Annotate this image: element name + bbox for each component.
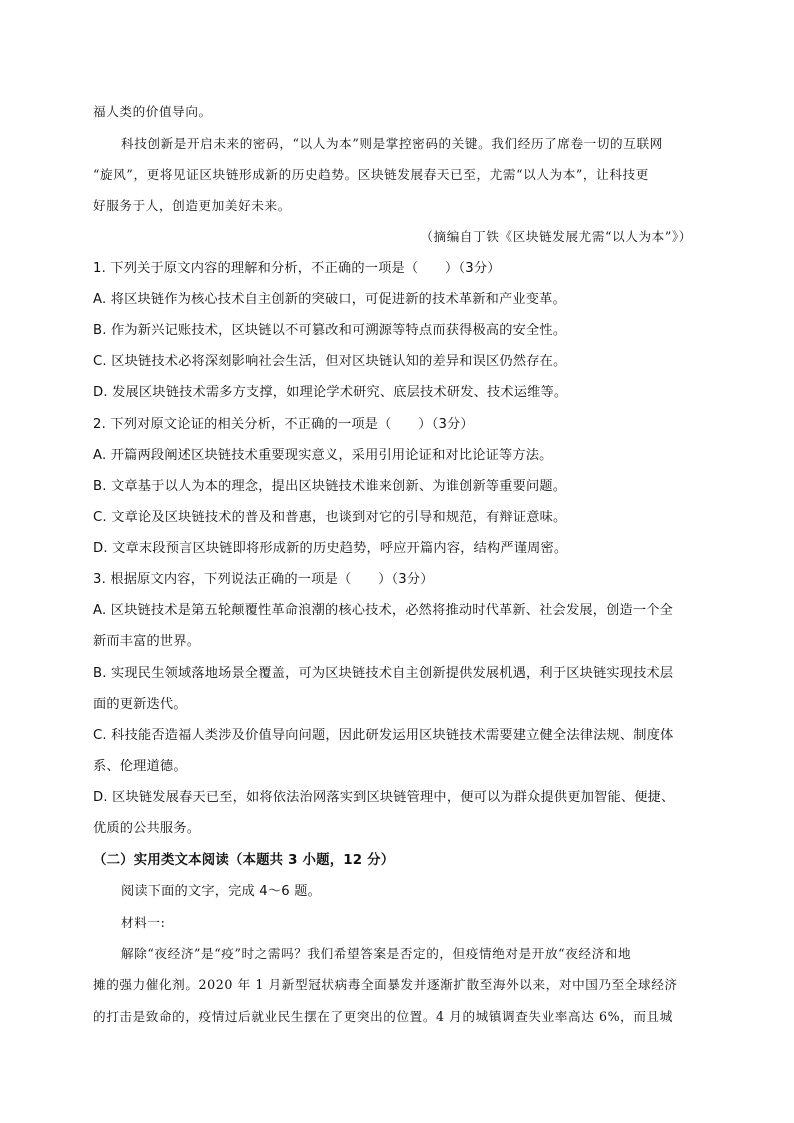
section-heading: （二）实用类文本阅读（本题共 3 小题，12 分）	[93, 853, 395, 868]
passage-line: 福人类的价值导向。	[93, 104, 212, 119]
question-3-option-d: D. 区块链发展春天已至，如将依法治网落实到区块链管理中，便可以为群众提供更加智能、便捷、	[93, 790, 675, 805]
passage-attribution: （摘编自丁铁《区块链发展尤需“以人为本”》）	[420, 229, 692, 244]
passage-line: “旋风”，更将见证区块链形成新的历史趋势。区块链发展春天已至，尤需“以人为本”，让科技更	[93, 167, 649, 182]
question-3-option-a: A. 区块链技术是第五轮颠覆性革命浪潮的核心技术，必然将推动时代革新、社会发展，创造一个全	[93, 603, 674, 618]
section-instruction: 阅读下面的文字，完成 4～6 题。	[121, 884, 322, 899]
question-2-option-a: A. 开篇两段阐述区块链技术重要现实意义，采用引用论证和对比论证等方法。	[93, 448, 553, 463]
question-2-option-b: B. 文章基于以人为本的理念，提出区块链技术谁来创新、为谁创新等重要问题。	[93, 479, 567, 494]
passage-line: 好服务于人，创造更加美好未来。	[93, 198, 291, 213]
question-2-option-c: C. 文章论及区块链技术的普及和普惠，也谈到对它的引导和规范，有辩证意味。	[93, 510, 567, 525]
question-1-option-b: B. 作为新兴记账技术，区块链以不可篡改和可溯源等特点而获得极高的安全性。	[93, 323, 567, 338]
question-1-stem: 1. 下列关于原文内容的理解和分析，不正确的一项是（ ）（3分）	[93, 261, 501, 276]
question-1-option-c: C. 区块链技术必将深刻影响社会生活，但对区块链认知的差异和误区仍然存在。	[93, 354, 567, 369]
material-line: 摊的强力催化剂。2020 年 1 月新型冠状病毒全面暴发并逐渐扩散至海外以来，对中国乃至全球经济	[93, 977, 678, 992]
material-line: 解除“夜经济”是“疫”时之需吗？我们希望答案是否定的，但疫情绝对是开放“夜经济和地	[121, 946, 632, 961]
question-2-stem: 2. 下列对原文论证的相关分析，不正确的一项是（ ）（3分）	[93, 417, 474, 432]
question-1-option-d: D. 发展区块链技术需多方支撑，如理论学术研究、底层技术研发、技术运维等。	[93, 385, 568, 400]
question-1-option-a: A. 将区块链作为核心技术自主创新的突破口，可促进新的技术革新和产业变革。	[93, 292, 566, 307]
passage-line: 科技创新是开启未来的密码，“以人为本”则是掌控密码的关键。我们经历了席卷一切的互联网	[121, 136, 663, 151]
question-3-option-c-cont: 系、伦理道德。	[93, 759, 187, 774]
question-3-option-d-cont: 优质的公共服务。	[93, 821, 201, 836]
question-3-option-c: C. 科技能否造福人类涉及价值导向问题，因此研发运用区块链技术需要建立健全法律法规、制度体	[93, 728, 674, 743]
question-3-option-b: B. 实现民生领域落地场景全覆盖，可为区块链技术自主创新提供发展机遇，利于区块链实现技术层	[93, 666, 674, 681]
question-3-stem: 3. 根据原文内容，下列说法正确的一项是（ ）（3分）	[93, 572, 434, 587]
question-3-option-a-cont: 新而丰富的世界。	[93, 634, 201, 649]
material-label: 材料一:	[121, 915, 166, 930]
material-line: 的打击是致命的，疫情过后就业民生摆在了更突出的位置。4 月的城镇调查失业率高达 6%，而且城	[93, 1009, 673, 1024]
question-3-option-b-cont: 面的更新迭代。	[93, 697, 187, 712]
question-2-option-d: D. 文章末段预言区块链即将形成新的历史趋势，呼应开篇内容，结构严谨周密。	[93, 541, 568, 556]
